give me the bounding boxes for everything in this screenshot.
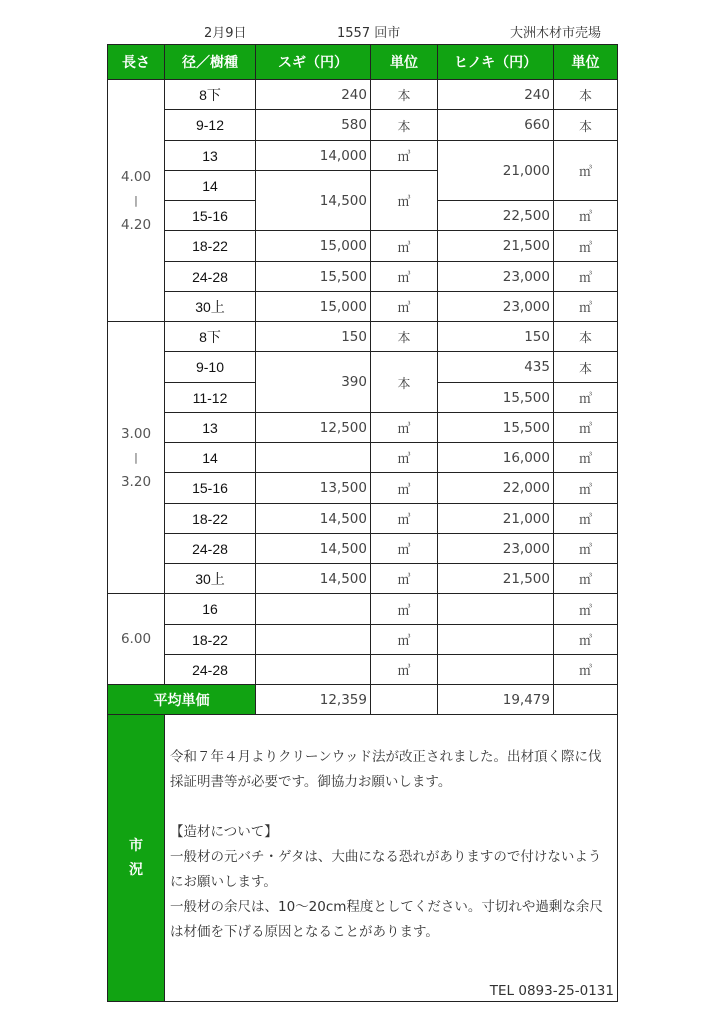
- hinoki-price: 22,000: [437, 472, 554, 504]
- sugi-unit: ㎥: [370, 593, 438, 625]
- length-top: 3.00: [120, 426, 152, 442]
- telephone-number: TEL 0893-25-0131: [489, 983, 614, 999]
- sugi-price: [255, 624, 371, 655]
- sugi-price: 15,000: [255, 230, 371, 262]
- market-conditions-notes: [164, 714, 618, 1002]
- length-top: 4.00: [120, 168, 152, 185]
- diameter-cell: 24-28: [164, 654, 256, 685]
- diameter-cell: 24-28: [164, 261, 256, 292]
- hinoki-unit: 本: [553, 351, 618, 383]
- sugi-price: [255, 442, 371, 473]
- hinoki-unit: ㎥: [553, 503, 618, 534]
- col-header-sugi: スギ（円）: [255, 44, 371, 80]
- length-group-4m: [107, 79, 165, 322]
- diameter-cell: 15-16: [164, 472, 256, 504]
- price-table: [107, 44, 618, 1002]
- hinoki-unit: ㎥: [553, 230, 618, 262]
- diameter-cell: 14: [164, 442, 256, 473]
- hinoki-price: 23,000: [437, 291, 554, 322]
- notes-paragraph: [170, 795, 611, 820]
- diameter-cell: 9-10: [164, 351, 256, 383]
- sugi-price: 14,000: [255, 140, 371, 171]
- hinoki-unit: ㎥: [553, 654, 618, 685]
- sugi-unit: 本: [370, 109, 438, 141]
- auction-session: 1557 回市: [337, 26, 401, 41]
- sugi-unit: ㎥: [370, 503, 438, 534]
- length-separator: |: [134, 451, 138, 464]
- hinoki-unit: ㎥: [553, 442, 618, 473]
- hinoki-unit: ㎥: [553, 472, 618, 504]
- diameter-cell: 18-22: [164, 503, 256, 534]
- col-header-hinoki: ヒノキ（円）: [437, 44, 554, 80]
- sugi-price: 15,500: [255, 261, 371, 292]
- sugi-price: 12,500: [255, 412, 371, 443]
- hinoki-unit: ㎥: [553, 140, 618, 201]
- sugi-unit: ㎥: [370, 563, 438, 594]
- sugi-unit: ㎥: [370, 412, 438, 443]
- diameter-cell: 9-12: [164, 109, 256, 141]
- sugi-price: 13,500: [255, 472, 371, 504]
- hinoki-unit: 本: [553, 79, 618, 110]
- average-sugi: 12,359: [255, 684, 371, 715]
- notes-paragraph: 令和７年４月よりクリーンウッド法が改正されました。出材頂く際に伐採証明書等が必要です。御協力お願いします。: [170, 749, 602, 790]
- diameter-cell: 13: [164, 412, 256, 443]
- average-label: 平均単価: [107, 684, 256, 715]
- sugi-price: 240: [255, 79, 371, 110]
- diameter-cell: 8下: [164, 79, 256, 110]
- sugi-unit: ㎥: [370, 170, 438, 231]
- sugi-unit: ㎥: [370, 442, 438, 473]
- hinoki-price: 660: [437, 109, 554, 141]
- hinoki-unit: ㎥: [553, 261, 618, 292]
- sugi-price: 390: [255, 351, 371, 413]
- sugi-unit: ㎥: [370, 140, 438, 171]
- notes-paragraph: 一般材の元バチ・ゲタは、大曲になる恐れがありますので付けないようにお願いします。: [170, 849, 602, 890]
- hinoki-unit: ㎥: [553, 412, 618, 443]
- hinoki-price: 23,000: [437, 533, 554, 564]
- sugi-price: 14,500: [255, 170, 371, 231]
- length-separator: |: [134, 193, 138, 207]
- col-header-diameter: 径／樹種: [164, 44, 256, 80]
- average-hinoki: 19,479: [437, 684, 554, 715]
- sugi-unit: 本: [370, 321, 438, 352]
- hinoki-price: [437, 624, 554, 655]
- hinoki-price: 15,500: [437, 382, 554, 413]
- diameter-cell: 30上: [164, 291, 256, 322]
- sugi-price: 15,000: [255, 291, 371, 322]
- label-char: 市: [129, 838, 143, 854]
- hinoki-price: 15,500: [437, 412, 554, 443]
- market-conditions-label: [107, 714, 165, 1002]
- sugi-price: [255, 593, 371, 625]
- sugi-unit: 本: [370, 351, 438, 413]
- notes-body: [170, 745, 611, 945]
- col-header-length: 長さ: [107, 44, 165, 80]
- col-header-sugi-unit: 単位: [370, 44, 438, 80]
- sugi-price: [255, 654, 371, 685]
- hinoki-price: 150: [437, 321, 554, 352]
- length-group-3m: [107, 321, 165, 595]
- sugi-unit: ㎥: [370, 654, 438, 685]
- notes-paragraph: 【造材について】: [170, 824, 278, 840]
- diameter-cell: 18-22: [164, 624, 256, 655]
- average-sugi-unit: [370, 684, 438, 715]
- hinoki-price: [437, 654, 554, 685]
- diameter-cell: 14: [164, 170, 256, 201]
- length-bottom: 4.20: [120, 216, 152, 233]
- sugi-price: 14,500: [255, 503, 371, 534]
- hinoki-price: 22,500: [437, 200, 554, 231]
- hinoki-unit: ㎥: [553, 624, 618, 655]
- diameter-cell: 15-16: [164, 200, 256, 231]
- hinoki-unit: ㎥: [553, 533, 618, 564]
- col-header-hinoki-unit: 単位: [553, 44, 618, 80]
- hinoki-price: [437, 593, 554, 625]
- hinoki-unit: ㎥: [553, 291, 618, 322]
- notes-paragraph: 一般材の余尺は、10～20cm程度としてください。寸切れや過剰な余尺は材価を下げる原因となることがあります。: [170, 899, 603, 940]
- sugi-price: 150: [255, 321, 371, 352]
- hinoki-price: 435: [437, 351, 554, 383]
- hinoki-price: 240: [437, 79, 554, 110]
- hinoki-price: 23,000: [437, 261, 554, 292]
- hinoki-price: 16,000: [437, 442, 554, 473]
- sugi-price: 580: [255, 109, 371, 141]
- diameter-cell: 8下: [164, 321, 256, 352]
- hinoki-price: 21,000: [437, 140, 554, 201]
- diameter-cell: 13: [164, 140, 256, 171]
- diameter-cell: 16: [164, 593, 256, 625]
- hinoki-unit: ㎥: [553, 382, 618, 413]
- diameter-cell: 30上: [164, 563, 256, 594]
- sugi-unit: ㎥: [370, 291, 438, 322]
- hinoki-price: 21,000: [437, 503, 554, 534]
- sugi-unit: ㎥: [370, 230, 438, 262]
- hinoki-unit: 本: [553, 109, 618, 141]
- diameter-cell: 24-28: [164, 533, 256, 564]
- sugi-price: 14,500: [255, 563, 371, 594]
- hinoki-price: 21,500: [437, 563, 554, 594]
- hinoki-unit: ㎥: [553, 563, 618, 594]
- diameter-cell: 18-22: [164, 230, 256, 262]
- sugi-unit: ㎥: [370, 624, 438, 655]
- hinoki-unit: ㎥: [553, 200, 618, 231]
- average-hinoki-unit: [553, 684, 618, 715]
- length-bottom: 3.20: [120, 474, 152, 490]
- market-name: 大洲木材市売場: [510, 26, 602, 41]
- sugi-price: 14,500: [255, 533, 371, 564]
- label-char: 況: [129, 862, 143, 878]
- hinoki-price: 21,500: [437, 230, 554, 262]
- length-top: 6.00: [120, 631, 152, 647]
- sugi-unit: ㎥: [370, 533, 438, 564]
- sugi-unit: ㎥: [370, 472, 438, 504]
- sugi-unit: 本: [370, 79, 438, 110]
- diameter-cell: 11-12: [164, 382, 256, 413]
- length-group-6m: [107, 593, 165, 685]
- hinoki-unit: 本: [553, 321, 618, 352]
- sugi-unit: ㎥: [370, 261, 438, 292]
- auction-date: 2月9日: [204, 26, 247, 41]
- hinoki-unit: ㎥: [553, 593, 618, 625]
